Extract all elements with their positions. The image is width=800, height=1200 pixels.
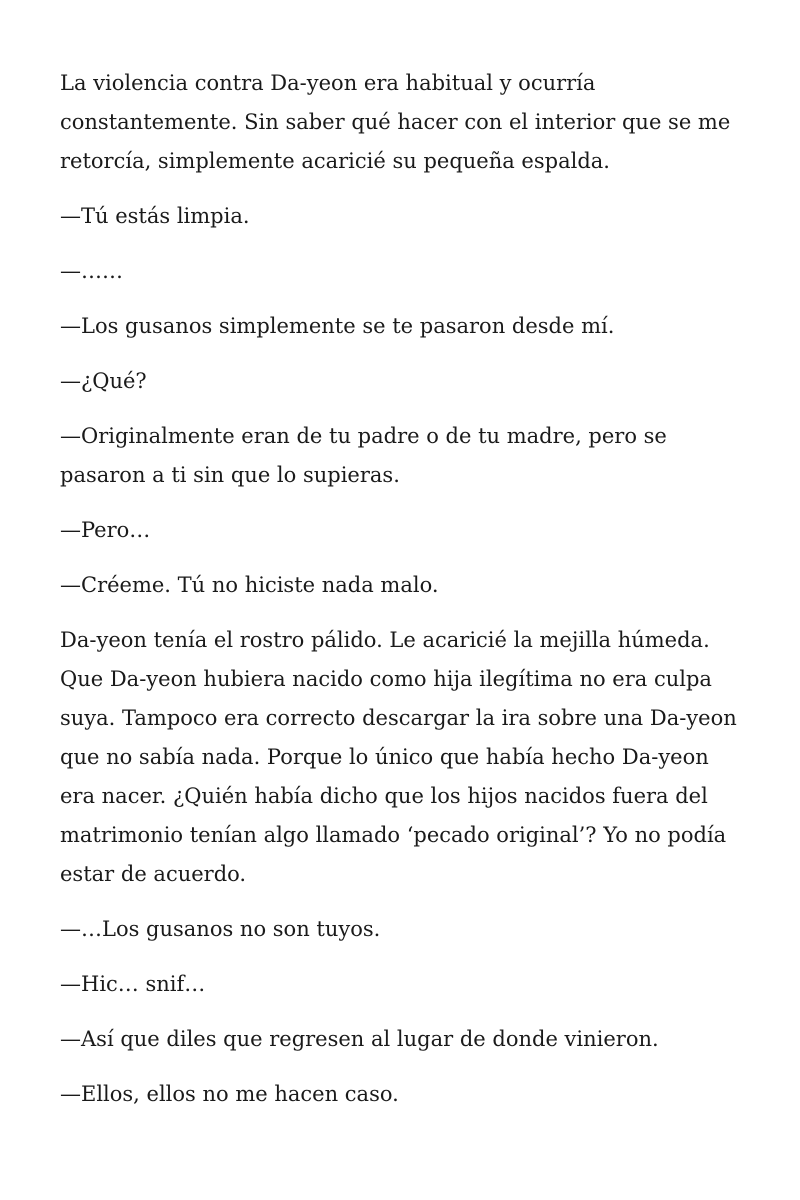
- dialogue-line: —¿Qué?: [60, 369, 147, 393]
- dialogue-line: —Así que diles que regresen al lugar de donde vinieron.: [60, 1027, 659, 1051]
- dialogue-line: —…Los gusanos no son tuyos.: [60, 917, 381, 941]
- dialogue-line: —……: [60, 259, 123, 283]
- dialogue-line: —Originalmente eran de tu padre o de tu madre, pero se pasaron a ti sin que lo supieras.: [60, 424, 667, 487]
- dialogue-line: —Hic… snif…: [60, 972, 206, 996]
- dialogue-line: —Pero…: [60, 518, 151, 542]
- paragraph: Da-yeon tenía el rostro pálido. Le acaricié la mejilla húmeda. Que Da-yeon hubiera nacido como hija ilegítima no era culpa suya. Tampoco era correcto descargar la ira sobre una Da-yeon que no sabía nada. Porque lo único que había hecho Da-yeon era nacer. ¿Quién había dicho que los hijos nacidos fuera del matrimonio tenían algo llamado ‘pecado original’? Yo no podía estar de acuerdo.: [60, 628, 737, 886]
- dialogue-line: —Ellos, ellos no me hacen caso.: [60, 1082, 399, 1106]
- dialogue-line: —Los gusanos simplemente se te pasaron desde mí.: [60, 314, 615, 338]
- dialogue-line: —Tú estás limpia.: [60, 204, 250, 228]
- paragraph: La violencia contra Da-yeon era habitual y ocurría constantemente. Sin saber qué hacer con el interior que se me retorcía, simplemente acaricié su pequeña espalda.: [60, 71, 731, 173]
- dialogue-line: —Créeme. Tú no hiciste nada malo.: [60, 573, 439, 597]
- document-body: [60, 64, 750, 1130]
